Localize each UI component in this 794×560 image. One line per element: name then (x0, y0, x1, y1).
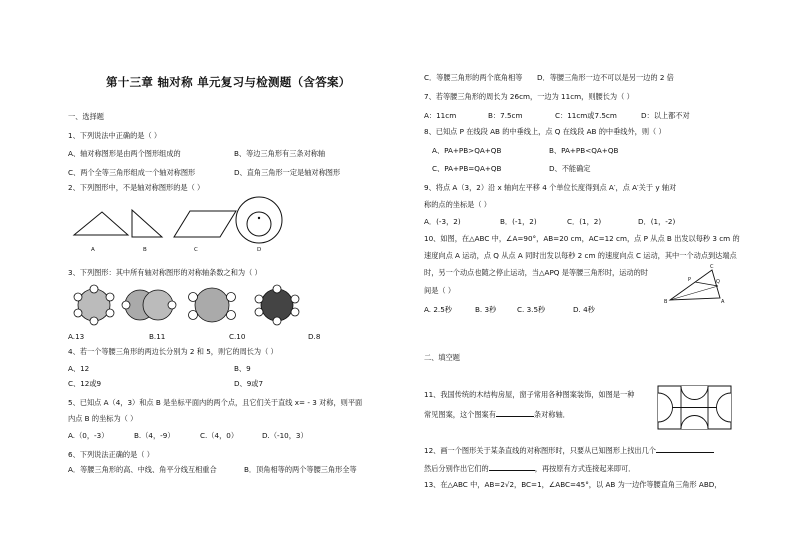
question-5-line1: 5、已知点 A（4，3）和点 B 是坐标平面内的两个点，且它们关于直线 x= - 3 对称，则平面 (68, 398, 363, 407)
q7-option-c: C：11cm或7.5cm (555, 111, 617, 120)
q8-option-d: D、不能确定 (549, 164, 591, 173)
q2-label-c: C (194, 247, 198, 253)
question-6: 6、下列说法正确的是（ ） (68, 450, 154, 459)
q1-option-c: C、两个全等三角形组成一个轴对称图形 (68, 168, 196, 177)
q2-label-d: D (257, 247, 262, 253)
q5-option-c: C.（4，0） (200, 431, 239, 440)
q2-label-a: A (91, 247, 95, 253)
question-10-line1: 10、如图，在△ABC 中，∠A=90°，AB=20 cm，AC=12 cm，点 P 从点 B 出发以每秒 3 cm 的 (424, 234, 740, 243)
question-13: 13、在△ABC 中，AB=2√2，BC=1，∠ABC=45°，以 AB 为一边作等腰直角三角形 ABD， (424, 480, 722, 489)
q3-option-a: A.13 (68, 332, 85, 341)
section-heading-fill: 二、填空题 (424, 353, 460, 362)
question-12-line2: 然后分别作出它们的 ，再按原有方式连接起来即可． (424, 464, 636, 473)
q4-option-c: C、12或9 (68, 379, 102, 388)
q11-answer-blank[interactable] (496, 409, 534, 417)
q6-option-a: A．等腰三角形的高、中线、角平分线互相重合 (68, 465, 217, 474)
q8-option-a: A、PA+PB>QA+QB (432, 146, 502, 155)
question-7: 7、若等腰三角形的周长为 26cm，一边为 11cm，则腰长为（ ） (424, 92, 634, 101)
q7-option-b: B：7.5cm (488, 111, 523, 120)
q10-option-b: B. 3秒 (475, 305, 497, 314)
q3-figure-3 (186, 285, 240, 327)
q10-option-d: D. 4秒 (573, 305, 595, 314)
q4-option-b: B、9 (234, 364, 251, 373)
q10-option-c: C. 3.5秒 (517, 305, 546, 314)
section-heading-choice: 一、选择题 (68, 112, 104, 121)
q5-option-b: B.（4，-9） (134, 431, 175, 440)
q3-option-d: D.8 (308, 332, 321, 341)
q9-option-b: B．(-1，2) (500, 217, 537, 226)
q9-option-d: D．(1，-2) (638, 217, 676, 226)
q9-option-c: C．(1，2) (567, 217, 602, 226)
q5-option-a: A.（0，-3） (68, 431, 109, 440)
q7-option-d: D：以上都不对 (641, 111, 690, 120)
q1-option-d: D、直角三角形一定是轴对称图形 (234, 168, 341, 177)
q2-figure-triangle-a (72, 207, 132, 252)
q2-figure-circles-d (234, 196, 294, 246)
question-12-line1: 12、画一个图形关于某条直线的对称图形时，只要从已知图形上找出几个 (424, 445, 714, 455)
q5-option-d: D.（-10，3） (262, 431, 308, 440)
q10-label-b: B (664, 299, 668, 305)
question-10-line2: 速度向点 A 运动，点 Q 从点 A 同时出发以每秒 2 cm 的速度向点 C 运动，其中一个动点到达端点 (424, 251, 737, 260)
q2-label-b: B (143, 247, 147, 253)
question-9-line2: 称的点的坐标是（ ） (424, 200, 491, 209)
q8-option-c: C、PA+PB=QA+QB (432, 164, 502, 173)
question-9-line1: 9、将点 A（3，2）沿 x 轴向左平移 4 个单位长度得到点 A′，点 A′关于 y 轴对 (424, 183, 677, 192)
q3-option-b: B.11 (149, 332, 166, 341)
q10-label-q: Q (716, 279, 720, 285)
q3-figure-1 (70, 285, 120, 327)
q3-option-c: C.10 (229, 332, 246, 341)
q6-option-d: D．等腰三角形一边不可以是另一边的 2 倍 (537, 73, 674, 82)
question-10-line3: 时，另一个动点也随之停止运动，当△APQ 是等腰三角形时，运动的时 (424, 268, 648, 277)
question-2: 2、下列图形中，不是轴对称图形的是（ ） (68, 183, 205, 192)
q4-option-a: A、12 (68, 364, 90, 373)
question-8: 8、已知点 P 在线段 AB 的中垂线上，点 Q 在线段 AB 的中垂线外，则（ ） (424, 127, 666, 136)
q7-option-a: A：11cm (424, 111, 457, 120)
q4-option-d: D、9或7 (234, 379, 264, 388)
q3-figure-4 (250, 285, 306, 327)
q10-label-a: A (721, 299, 725, 305)
q10-label-c: C (710, 264, 714, 270)
question-10-line4: 间是（ ） (424, 286, 456, 295)
page-title: 第十三章 轴对称 单元复习与检测题（含答案） (106, 75, 351, 89)
question-3: 3、下列图形：其中所有轴对称图形的对称轴条数之和为（ ） (68, 268, 262, 277)
question-4: 4、若一个等腰三角形的两边长分别为 2 和 5，则它的周长为（ ） (68, 347, 278, 356)
question-1: 1、下列说法中正确的是（ ） (68, 131, 162, 140)
q9-option-a: A．(-3，2) (424, 217, 461, 226)
q11-window-pattern (657, 385, 733, 431)
q10-label-p: P (688, 277, 692, 283)
q3-figure-2 (122, 285, 180, 327)
question-11-line1: 11、我国传统的木结构房屋，窗子常用各种图案装饰，如图是一种 (424, 390, 635, 399)
q2-figure-triangle-b (128, 207, 168, 252)
q1-option-a: A、轴对称图形是由两个图形组成的 (68, 149, 181, 158)
q10-option-a: A. 2.5秒 (424, 305, 452, 314)
q2-figure-parallelogram-c (172, 207, 242, 252)
q12-answer-blank-2[interactable] (489, 463, 535, 471)
q6-option-c: C．等腰三角形的两个底角相等 (424, 73, 523, 82)
q12-answer-blank-1[interactable] (656, 445, 714, 453)
question-11-line2: 常见图案，这个图案有 条对称轴． (424, 410, 570, 419)
q8-option-b: B、PA+PB<QA+QB (549, 146, 619, 155)
question-5-line2: 内点 B 的坐标为（ ） (68, 414, 138, 423)
q1-option-b: B、等边三角形有三条对称轴 (234, 149, 326, 158)
q6-option-b: B．顶角相等的两个等腰三角形全等 (244, 465, 357, 474)
